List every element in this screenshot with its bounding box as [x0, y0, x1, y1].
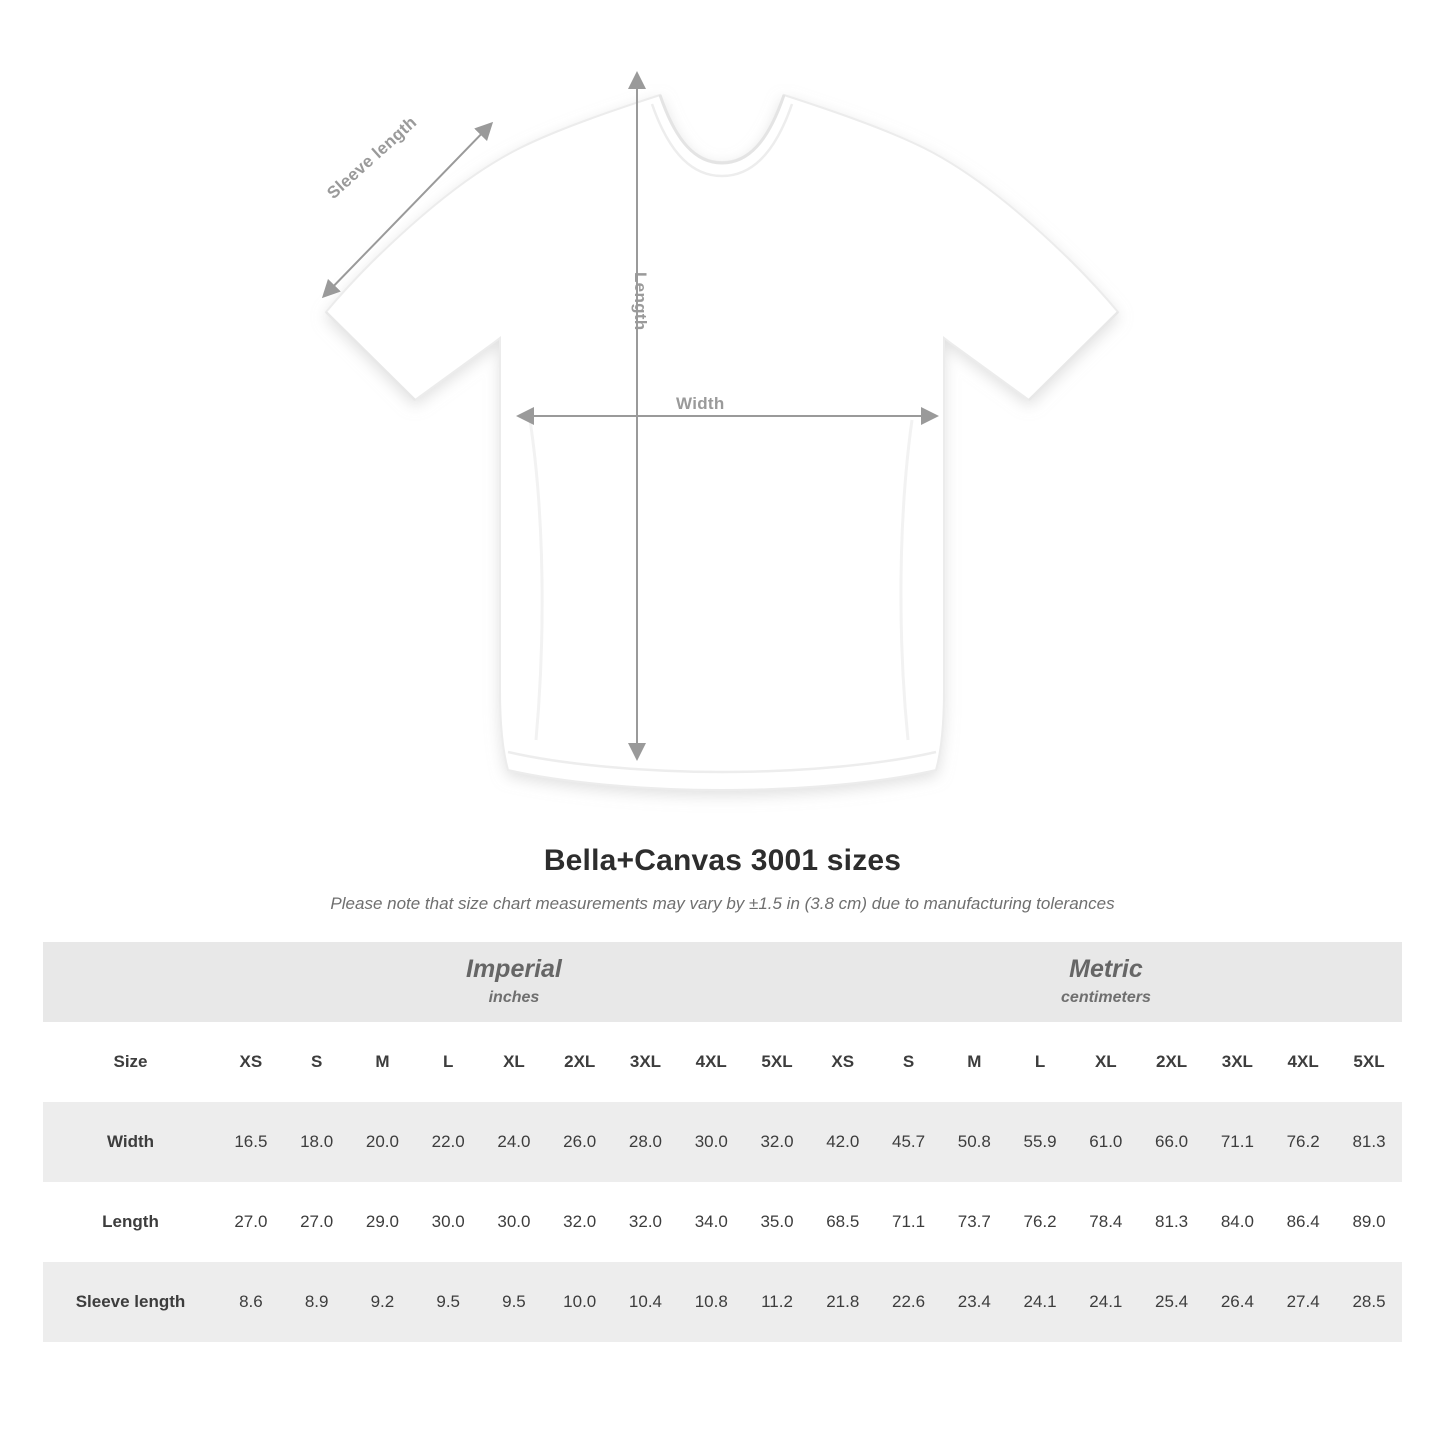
measurement-cell: 28.5 [1336, 1262, 1402, 1342]
size-row-header: Size [43, 1022, 218, 1102]
measurement-cell: 26.4 [1204, 1262, 1270, 1342]
size-column-header: XL [481, 1022, 547, 1102]
measurement-cell: 9.2 [350, 1262, 416, 1342]
measurement-cell: 71.1 [1204, 1102, 1270, 1182]
size-table-wrapper [43, 942, 1402, 1342]
measurement-cell: 89.0 [1336, 1182, 1402, 1262]
imperial-name: Imperial [466, 955, 562, 984]
measurement-cell: 8.6 [218, 1262, 284, 1342]
measurement-cell: 10.8 [678, 1262, 744, 1342]
measurement-cell: 16.5 [218, 1102, 284, 1182]
measurement-cell: 22.0 [415, 1102, 481, 1182]
measurement-cell: 24.0 [481, 1102, 547, 1182]
measurement-cell: 25.4 [1139, 1262, 1205, 1342]
measurement-cell: 21.8 [810, 1262, 876, 1342]
size-column-header: 2XL [1139, 1022, 1205, 1102]
unit-group-row [43, 942, 1402, 1022]
size-column-header: 3XL [1204, 1022, 1270, 1102]
measurement-cell: 26.0 [547, 1102, 613, 1182]
width-label: Width [676, 394, 725, 413]
measurement-cell: 86.4 [1270, 1182, 1336, 1262]
measurement-cell: 24.1 [1073, 1262, 1139, 1342]
measurement-cell: 61.0 [1073, 1102, 1139, 1182]
measurement-cell: 24.1 [1007, 1262, 1073, 1342]
chart-heading [0, 844, 1445, 914]
metric-name: Metric [1069, 955, 1143, 984]
measurement-cell: 55.9 [1007, 1102, 1073, 1182]
unit-head-imperial [218, 942, 810, 1022]
measurement-cell: 30.0 [481, 1182, 547, 1262]
measurement-cell: 20.0 [350, 1102, 416, 1182]
measurement-row-header: Width [43, 1102, 218, 1182]
size-column-header: 4XL [678, 1022, 744, 1102]
measurement-cell: 23.4 [941, 1262, 1007, 1342]
measurement-cell: 76.2 [1270, 1102, 1336, 1182]
size-column-header: 4XL [1270, 1022, 1336, 1102]
measurement-cell: 84.0 [1204, 1182, 1270, 1262]
table-row [43, 1262, 1402, 1342]
size-column-header: XS [810, 1022, 876, 1102]
size-column-header: M [941, 1022, 1007, 1102]
measurement-cell: 81.3 [1139, 1182, 1205, 1262]
size-column-header: XL [1073, 1022, 1139, 1102]
measurement-cell: 78.4 [1073, 1182, 1139, 1262]
measurement-cell: 27.0 [284, 1182, 350, 1262]
size-column-header: L [415, 1022, 481, 1102]
size-header-row [43, 1022, 1402, 1102]
page-title: Bella+Canvas 3001 sizes [543, 844, 902, 877]
measurement-cell: 28.0 [613, 1102, 679, 1182]
tolerance-note: Please note that size chart measurements may vary by ±1.5 in (3.8 cm) due to manufacturing tolerances [330, 894, 1115, 913]
measurement-row-header: Sleeve length [43, 1262, 218, 1342]
measurement-cell: 66.0 [1139, 1102, 1205, 1182]
measurement-cell: 34.0 [678, 1182, 744, 1262]
metric-sub: centimeters [1061, 988, 1151, 1006]
size-column-header: S [284, 1022, 350, 1102]
measurement-cell: 27.4 [1270, 1262, 1336, 1342]
measurement-cell: 81.3 [1336, 1102, 1402, 1182]
measurement-cell: 9.5 [415, 1262, 481, 1342]
measurement-cell: 73.7 [941, 1182, 1007, 1262]
measurement-cell: 10.4 [613, 1262, 679, 1342]
measurement-cell: 29.0 [350, 1182, 416, 1262]
measurement-cell: 68.5 [810, 1182, 876, 1262]
measurement-cell: 8.9 [284, 1262, 350, 1342]
measurement-cell: 50.8 [941, 1102, 1007, 1182]
unit-head-blank [43, 942, 218, 1022]
measurement-cell: 30.0 [415, 1182, 481, 1262]
tshirt-shape [326, 95, 1118, 790]
table-row [43, 1102, 1402, 1182]
measurement-cell: 76.2 [1007, 1182, 1073, 1262]
measurement-cell: 9.5 [481, 1262, 547, 1342]
size-column-header: M [350, 1022, 416, 1102]
imperial-sub: inches [488, 988, 540, 1006]
size-column-header: 5XL [1336, 1022, 1402, 1102]
size-table-body [43, 1022, 1402, 1342]
measurement-cell: 32.0 [744, 1102, 810, 1182]
measurement-cell: 42.0 [810, 1102, 876, 1182]
size-column-header: 3XL [613, 1022, 679, 1102]
size-column-header: 5XL [744, 1022, 810, 1102]
size-column-header: 2XL [547, 1022, 613, 1102]
measurement-cell: 10.0 [547, 1262, 613, 1342]
size-column-header: XS [218, 1022, 284, 1102]
measurement-row-header: Length [43, 1182, 218, 1262]
measurement-cell: 32.0 [613, 1182, 679, 1262]
measurement-cell: 32.0 [547, 1182, 613, 1262]
sleeve-length-label: Sleeve length [323, 112, 421, 203]
unit-head-metric [810, 942, 1402, 1022]
length-label: Length [631, 272, 650, 331]
measurement-cell: 45.7 [876, 1102, 942, 1182]
measurement-cell: 30.0 [678, 1102, 744, 1182]
measurement-cell: 35.0 [744, 1182, 810, 1262]
measurement-cell: 18.0 [284, 1102, 350, 1182]
measurement-cell: 22.6 [876, 1262, 942, 1342]
size-column-header: L [1007, 1022, 1073, 1102]
size-table [43, 942, 1402, 1342]
measurement-cell: 27.0 [218, 1182, 284, 1262]
measurement-cell: 11.2 [744, 1262, 810, 1342]
size-column-header: S [876, 1022, 942, 1102]
table-row [43, 1182, 1402, 1262]
measurement-cell: 71.1 [876, 1182, 942, 1262]
